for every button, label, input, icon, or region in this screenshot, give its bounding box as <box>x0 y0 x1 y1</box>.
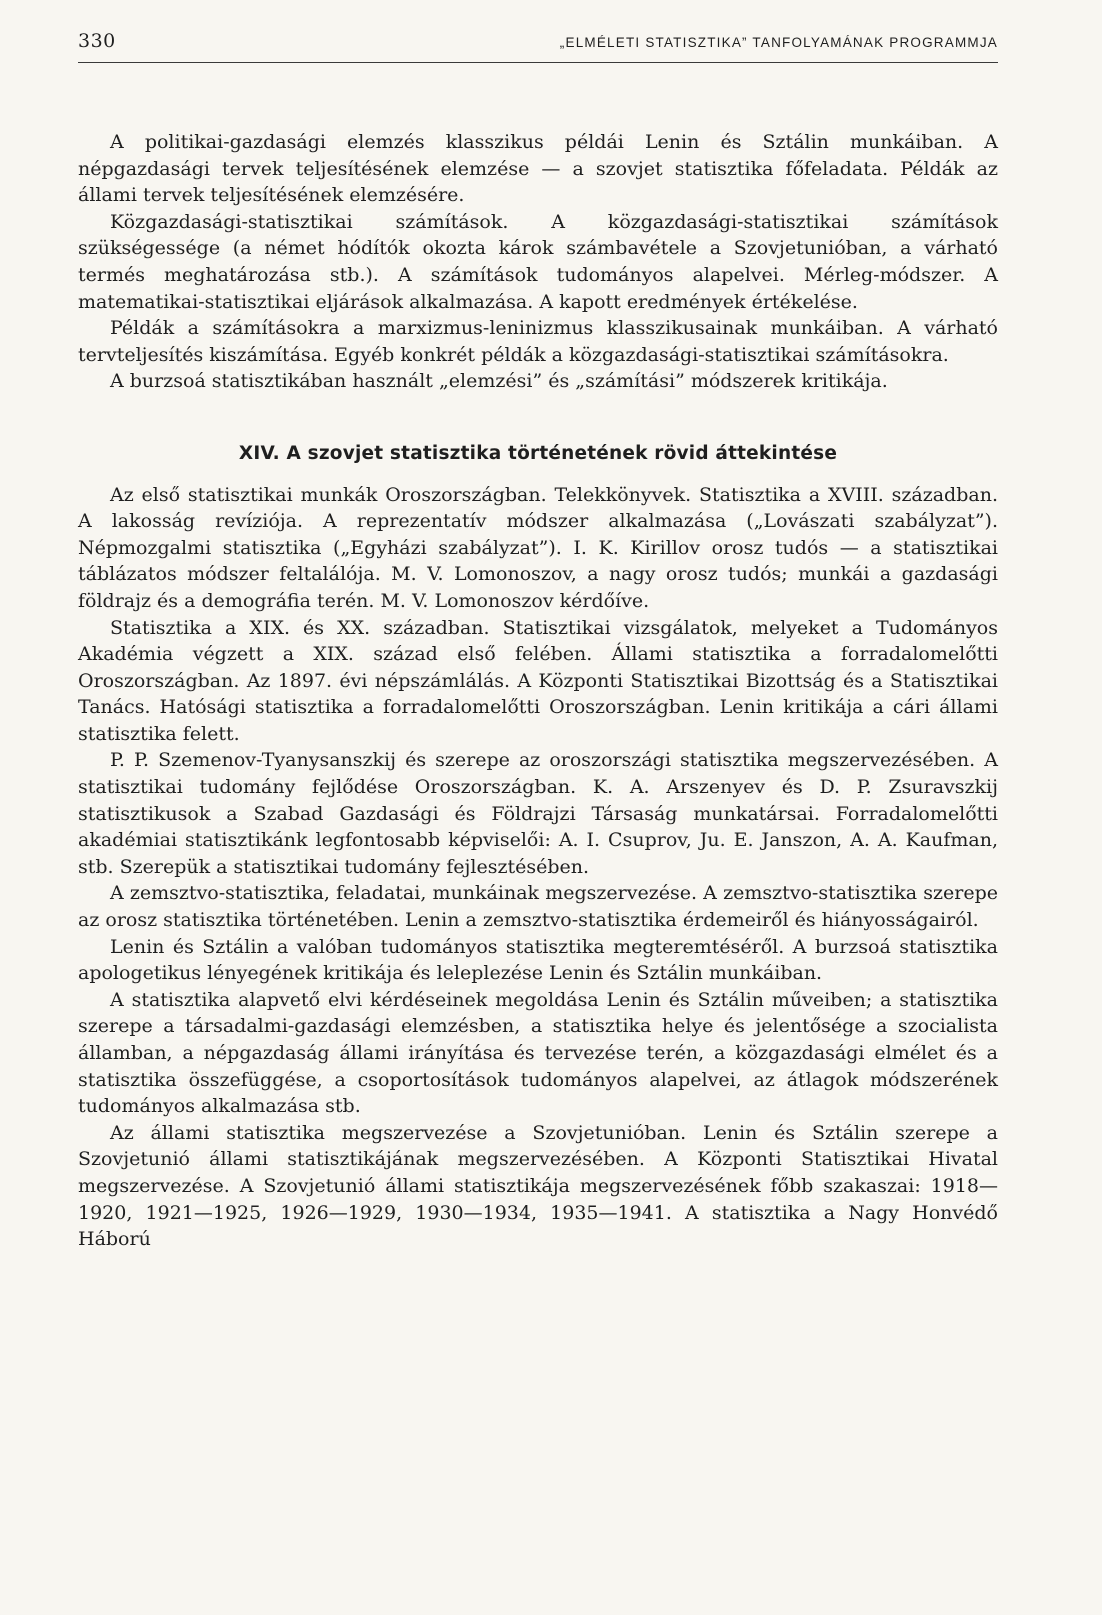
paragraph: P. P. Szemenov-Tyanysanszkij és szerepe az oroszországi statisztika megszervezésében. A statisztikai tudomány fejlődése Oroszországban. K. A. Arszenyev és D. P. Zsuravszkij statisztikusok a Szabad Gazdasági és Földrajzi Társaság munkatársai. Forradalomelőtti akadémiai statisztikánk legfontosabb képviselői: A. I. Csuprov, Ju. E. Janszon, A. A. Kaufman, stb. Szerepük a statisztikai tudomány fejlesztésében. <box>78 749 998 878</box>
paragraph: Az első statisztikai munkák Oroszországban. Telekkönyvek. Statisztika a XVIII. században. A lakosság revíziója. A reprezentatív módszer alkalmazása („Lovászati szabályzat”). Népmozgalmi statisztika („Egyházi szabályzat”). I. K. Kirillov orosz tudós — a statisztikai táblázatos módszer feltalálója. M. V. Lomonoszov, a nagy orosz tudós; munkái a gazdasági földrajz és a demográfia terén. M. V. Lomonoszov kérdőíve. <box>78 483 998 612</box>
paragraph: A burzsoá statisztikában használt „elemzési” és „számítási” módszerek kritikája. <box>110 370 888 393</box>
paragraph: A statisztika alapvető elvi kérdéseinek megoldása Lenin és Sztálin műveiben; a statisztika szerepe a társadalmi-gazdasági elemzésben, a statisztika helye és jelentősége a szocialista államban, a népgazdaság állami irányítása és tervezése terén, a közgazdasági elmélet és a statisztika összefüggése, a csoportosítások tudományos alapelvei, az átlagok módszerének tudományos alkalmazása stb. <box>78 988 998 1118</box>
document-page <box>78 30 998 1600</box>
paragraph: Közgazdasági-statisztikai számítások. A közgazdasági-statisztikai számítások szükségessége (a német hódítók okozta károk számbavétele a Szovjetunióban, a várható termés meghatározása stb.). A számítások tudományos alapelvei. Mérleg-módszer. A matematikai-statisztikai eljárások alkalmazása. A kapott eredmények értékelése. <box>78 210 998 313</box>
paragraph: Lenin és Sztálin a valóban tudományos statisztika megteremtéséről. A burzsoá statisztika apologetikus lényegének kritikája és leleplezése Lenin és Sztálin munkáiban. <box>78 935 998 985</box>
paragraph: Statisztika a XIX. és XX. században. Statisztikai vizsgálatok, melyeket a Tudományos Akadémia végzett a XIX. század első felében. Állami statisztika a forradalomelőtti Oroszországban. Az 1897. évi népszámlálás. A Központi Statisztikai Bizottság és a Statisztikai Tanács. Hatósági statisztika a forradalomelőtti Oroszországban. Lenin kritikája a cári állami statisztika felett. <box>78 616 998 745</box>
section-heading: XIV. A szovjet statisztika történetének rövid áttekintése <box>238 442 838 464</box>
running-header <box>78 30 998 63</box>
page-number: 330 <box>78 30 116 52</box>
paragraph: Példák a számításokra a marxizmus-leninizmus klasszikusainak munkáiban. A várható tervteljesítés kiszámítása. Egyéb konkrét példák a közgazdasági-statisztikai számításokra. <box>78 317 998 366</box>
running-title: „ELMÉLETI STATISZTIKA” TANFOLYAMÁNAK PROGRAMMJA <box>559 35 998 50</box>
paragraph: Az állami statisztika megszervezése a Szovjetunióban. Lenin és Sztálin szerepe a Szovjetunió állami statisztikájának megszervezésében. A Központi Statisztikai Hivatal megszervezése. A Szovjetunió állami statisztikája megszervezésének főbb szakaszai: 1918—1920, 1921—1925, 1926—1929, 1930—1934, 1935—1941. A statisztika a Nagy Honvédő Háború <box>78 1121 998 1251</box>
paragraph: A politikai-gazdasági elemzés klasszikus példái Lenin és Sztálin munkáiban. A népgazdasági tervek teljesítésének elemzése — a szovjet statisztika főfeladata. Példák az állami tervek teljesítésének elemzésére. <box>78 131 998 207</box>
body-text <box>78 129 998 1253</box>
paragraph: A zemsztvo-statisztika, feladatai, munkáinak megszervezése. A zemsztvo-statisztika szerepe az orosz statisztika történetében. Lenin a zemsztvo-statisztika érdemeiről és hiányosságairól. <box>78 882 998 932</box>
